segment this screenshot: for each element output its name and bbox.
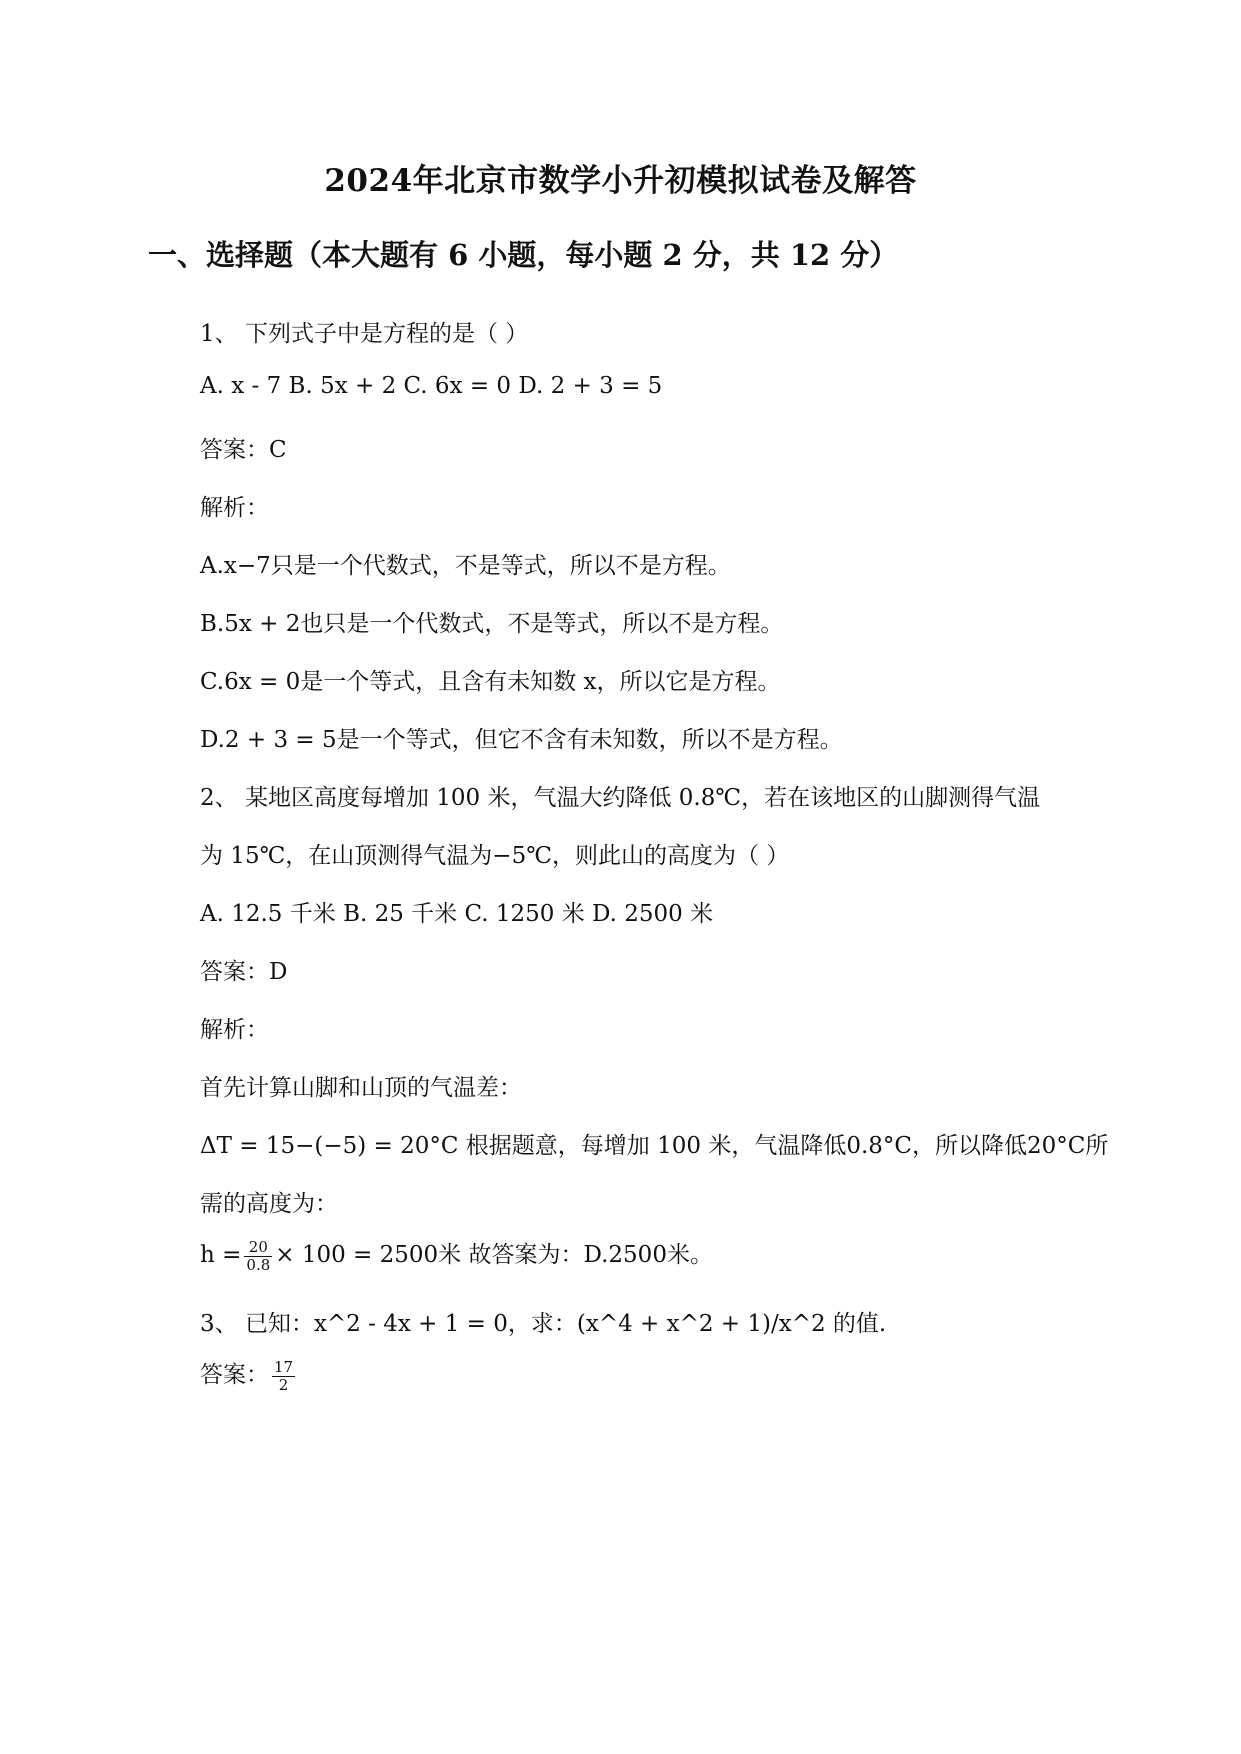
fraction [272, 1359, 295, 1394]
fraction [244, 1239, 272, 1274]
question-2-answer: 答案：D [200, 959, 288, 985]
question-2-line-1: 2、 某地区高度每增加 100 米，气温大约降低 0.8℃，若在该地区的山脚测得气温 [200, 785, 1041, 811]
question-1-answer: 答案：C [200, 437, 287, 463]
analysis-line-b: B.5x + 2也只是一个代数式，不是等式，所以不是方程。 [200, 611, 784, 637]
question-2-formula [200, 1236, 713, 1274]
question-1: 1、 下列式子中是方程的是（ ） [200, 321, 529, 347]
analysis-line-c: C.6x = 0是一个等式，且含有未知数 x，所以它是方程。 [200, 669, 781, 695]
question-1-analysis-label: 解析： [200, 495, 269, 521]
formula-suffix: × 100 = 2500米 故答案为：D.2500米。 [275, 1242, 713, 1268]
answer-prefix: 答案： [200, 1362, 269, 1388]
formula-prefix: h = [200, 1242, 242, 1268]
page-title: 2024年北京市数学小升初模拟试卷及解答 [324, 163, 917, 199]
question-2-step-2: ΔT = 15−(−5) = 20°C 根据题意，每增加 100 米，气温降低0.8°C，所以降低20°C所 [200, 1133, 1109, 1159]
question-2-step-3: 需的高度为： [200, 1191, 338, 1217]
question-3: 3、 已知：x^2 - 4x + 1 = 0，求：(x^4 + x^2 + 1)/x^2 的值. [200, 1311, 887, 1337]
question-2-line-2: 为 15℃，在山顶测得气温为−5℃，则此山的高度为（ ） [200, 843, 790, 869]
question-2-options: A. 12.5 千米 B. 25 千米 C. 1250 米 D. 2500 米 [200, 901, 714, 927]
section-heading: 一、选择题（本大题有 6 小题，每小题 2 分，共 12 分） [148, 238, 899, 272]
question-2-step-1: 首先计算山脚和山顶的气温差： [200, 1075, 522, 1101]
analysis-line-d: D.2 + 3 = 5是一个等式，但它不含有未知数，所以不是方程。 [200, 727, 843, 753]
question-2-analysis-label: 解析： [200, 1017, 269, 1043]
fraction-numerator: 17 [274, 1357, 294, 1376]
fraction-denominator: 0.8 [246, 1255, 271, 1274]
question-1-options: A. x - 7 B. 5x + 2 C. 6x = 0 D. 2 + 3 = 5 [200, 373, 663, 399]
question-3-answer [200, 1356, 298, 1394]
fraction-denominator: 2 [278, 1375, 289, 1394]
analysis-line-a: A.x−7只是一个代数式，不是等式，所以不是方程。 [200, 553, 731, 579]
fraction-numerator: 20 [244, 1239, 272, 1257]
